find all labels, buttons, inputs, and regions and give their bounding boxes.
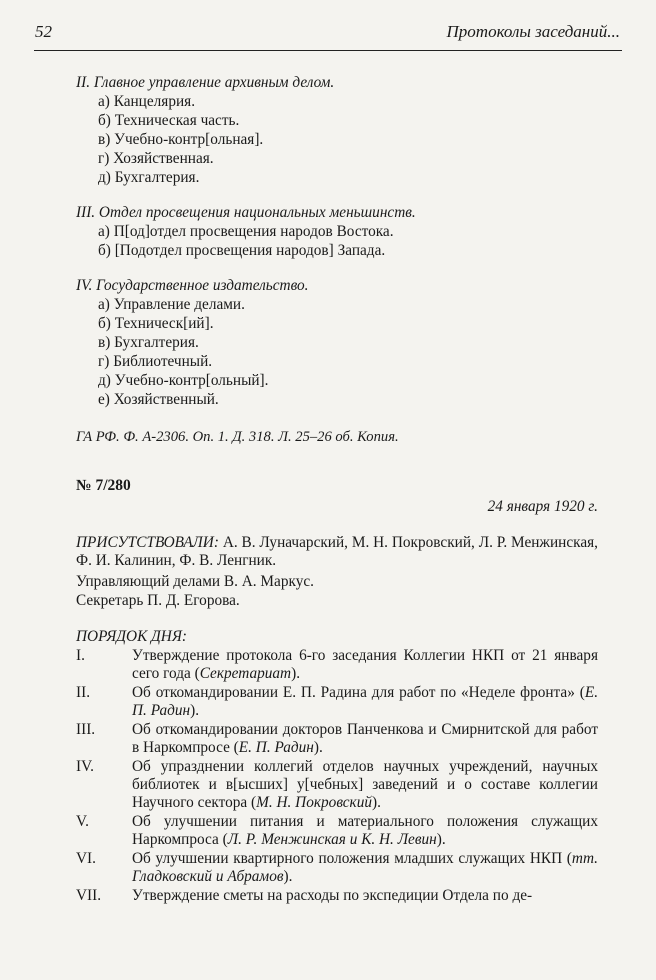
protocol-number: № 7/280 [76, 477, 131, 494]
section-title: II. Главное управление архивным делом. [76, 74, 335, 91]
agenda-number: V. [76, 813, 89, 830]
agenda-label: ПОРЯДОК ДНЯ: [76, 628, 187, 645]
agenda-rapporteur: Е. П. Радин [132, 684, 599, 719]
agenda-rapporteur: Л. Р. Менжинская и К. Н. Левин [227, 831, 437, 848]
agenda-text: Утверждение протокола 6-го заседания Коллегии НКП от 21 января сего года [132, 647, 598, 682]
agenda-rapporteur: тт. Гладковский и Абрамов [132, 850, 598, 885]
agenda-number: IV. [76, 758, 94, 775]
attendees-list: А. В. Луначарский, М. Н. Покровский, Л. Р. Менжинская, Ф. И. Калинин, Ф. В. Ленгник. [76, 534, 598, 569]
list-item: е) Хозяйственный. [98, 391, 219, 408]
agenda-text: Об откомандировании Е. П. Радина для работ по «Неделе фронта» [132, 684, 575, 701]
agenda-text: Утверждение сметы на расходы по экспедиции Отдела по де- [132, 887, 533, 904]
secretary-line: Секретарь П. Д. Егорова. [76, 592, 240, 609]
agenda-text: Об улучшении квартирного положения младших служащих НКП [132, 850, 563, 867]
attendees-label: ПРИСУТСТВОВАЛИ: [76, 534, 219, 551]
agenda-rapporteur: Е. П. Радин [238, 739, 314, 756]
list-item: г) Библиотечный. [98, 353, 213, 370]
list-item: д) Учебно-контр[ольный]. [98, 372, 269, 389]
agenda-number: VII. [76, 887, 102, 904]
list-item: а) П[од]отдел просвещения народов Востока. [98, 223, 394, 240]
header-rule [34, 50, 622, 51]
list-item: б) Техническая часть. [98, 112, 240, 129]
agenda-number: I. [76, 647, 85, 664]
agenda-number: VI. [76, 850, 96, 867]
section-title: IV. Государственное издательство. [76, 277, 309, 294]
list-item: б) [Подотдел просвещения народов] Запада. [98, 242, 386, 259]
agenda-text: Об упразднении коллегий отделов научных учреждений, научных библиотек и в[ысших] у[чебных] заведений и о составе коллегии Научного сектора [132, 758, 598, 811]
list-item: д) Бухгалтерия. [98, 169, 200, 186]
agenda-text: Об улучшении питания и материального положения служащих Наркомпроса [132, 813, 598, 848]
list-item: а) Управление делами. [98, 296, 245, 313]
manager-line: Управляющий делами В. А. Маркус. [76, 573, 314, 590]
agenda-number: III. [76, 721, 96, 738]
list-item: б) Техническ[ий]. [98, 315, 214, 332]
list-item: а) Канцелярия. [98, 93, 196, 110]
agenda-rapporteur: Секретариат [199, 665, 292, 682]
agenda-rapporteur: М. Н. Покровский [256, 794, 373, 811]
list-item: в) Учебно-контр[ольная]. [98, 131, 264, 148]
agenda-number: II. [76, 684, 91, 701]
section-title: III. Отдел просвещения национальных меньшинств. [76, 204, 416, 221]
agenda-text: Об откомандировании докторов Панченкова и Смирнитской для работ в Наркомпросе [132, 721, 598, 756]
list-item: в) Бухгалтерия. [98, 334, 199, 351]
document-page: 52 Протоколы заседаний... II. Главное управление архивным делом. а) Канцелярия. б) Техническая часть. в) Учебно-контр[ольная]. г) Хозяйственная. д) Бухгалтерия. III. Отдел просвещения национальных меньшинств. а) П[од]отдел просвещения народов Востока. б) [Подотдел просвещения народов] Запада. IV. Государственное издательство. а) Управление делами. б) Техническ[ий]. в) Бухгалтерия. г) Библиотечный. д) Учебно-контр[ольный]. е) Хозяйственный. ГА РФ. Ф. А-2306. Оп. 1. Д. 318. Л. 25–26 об. Копия. № 7/280 24 января 1920 г. ПРИСУТСТВОВАЛИ: А. В. Луначарский, М. Н. Покровский, Л. Р. Менжинская, Ф. И. Калинин, Ф. В. Ленгник. Управляющий делами В. А. Маркус. Секретарь П. Д. Егорова. ПОРЯДОК ДНЯ: I. Утверждение протокола 6-го заседания Коллегии НКП от 21 января сего года (Секретариат). II. Об откомандировании Е. П. Радина для работ по «Неделе фронта» (Е. П. Радин). III. Об откомандировании докторов Панченкова и Смирнитской для работ в Наркомпросе (Е. П. Радин). IV. Об упразднении коллегий отделов научных учреждений, научных библиотек и в[ысших] у[чебных] заведений и о составе коллегии Научного сектора (М. Н. Покровский). V. Об улучшении питания и материального положения служащих Наркомпроса (Л. Р. Менжинская и К. Н. Левин). VI. Об улучшении квартирного положения младших служащих НКП (тт. Гладковский и Абрамов). VII. Утверждение сметы на расходы по экспедиции Отдела по де- [35, 22, 620, 904]
archive-source-note: ГА РФ. Ф. А-2306. Оп. 1. Д. 318. Л. 25–26 об. Копия. [76, 429, 399, 445]
running-title: Протоколы заседаний... [446, 22, 620, 41]
protocol-date: 24 января 1920 г. [487, 498, 598, 515]
page-number: 52 [35, 22, 52, 41]
attendees-paragraph [76, 534, 598, 570]
list-item: г) Хозяйственная. [98, 150, 214, 167]
